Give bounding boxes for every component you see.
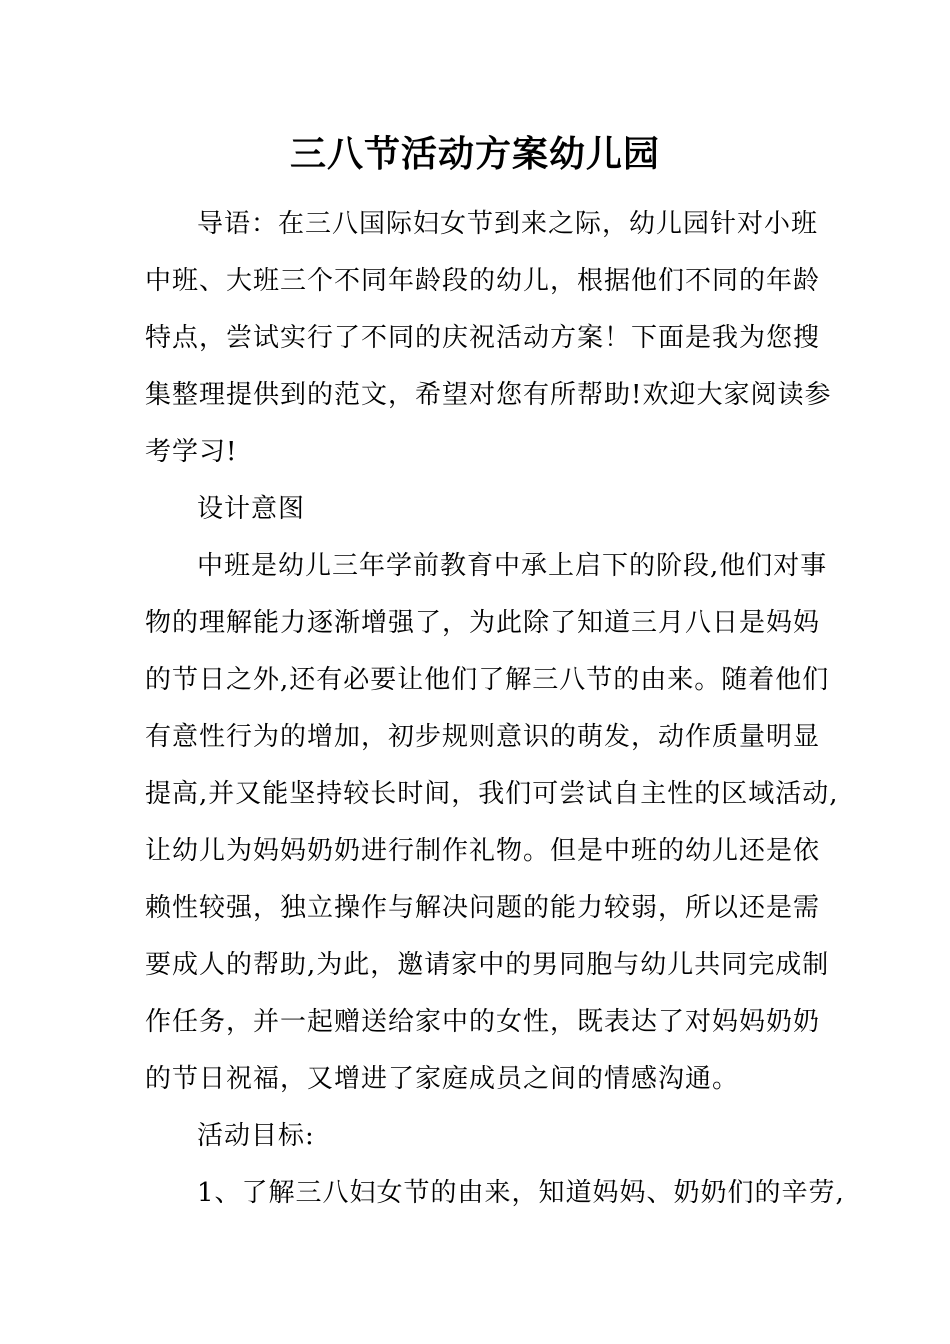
paragraph-line: 导语：在三八国际妇女节到来之际，幼儿园针对小班 xyxy=(197,209,819,239)
paragraph-line: 中班、大班三个不同年龄段的幼儿，根据他们不同的年龄 xyxy=(145,266,821,296)
paragraph-line: 要成人的帮助,为此，邀请家中的男同胞与幼儿共同完成制 xyxy=(145,950,830,980)
paragraph-line: 有意性行为的增加，初步规则意识的萌发，动作质量明显 xyxy=(145,722,821,752)
paragraph-line: 赖性较强，独立操作与解决问题的能力较弱，所以还是需 xyxy=(145,893,821,923)
document-title: 三八节活动方案幼儿园 xyxy=(289,133,660,175)
paragraph-line: 作任务，并一起赠送给家中的女性，既表达了对妈妈奶奶 xyxy=(145,1007,821,1037)
section-heading: 活动目标: xyxy=(197,1121,315,1151)
paragraph-line: 中班是幼儿三年学前教育中承上启下的阶段,他们对事 xyxy=(197,551,828,581)
paragraph-line: 的节日之外,还有必要让他们了解三八节的由来。随着他们 xyxy=(145,665,830,695)
paragraph-line: 物的理解能力逐渐增强了，为此除了知道三月八日是妈妈 xyxy=(145,608,821,638)
list-item: 1、了解三八妇女节的由来，知道妈妈、奶奶们的辛劳, xyxy=(197,1178,845,1208)
paragraph-line: 的节日祝福，又增进了家庭成员之间的情感沟通。 xyxy=(145,1064,740,1094)
paragraph-line: 集整理提供到的范文，希望对您有所帮助!欢迎大家阅读参 xyxy=(145,380,832,410)
paragraph-line: 考学习! xyxy=(145,437,238,467)
paragraph-line: 特点，尝试实行了不同的庆祝活动方案！下面是我为您搜 xyxy=(145,323,821,353)
paragraph-line: 让幼儿为妈妈奶奶进行制作礼物。但是中班的幼儿还是依 xyxy=(145,836,821,866)
section-heading: 设计意图 xyxy=(197,494,306,524)
paragraph-line: 提高,并又能坚持较长时间，我们可尝试自主性的区域活动, xyxy=(145,779,839,809)
